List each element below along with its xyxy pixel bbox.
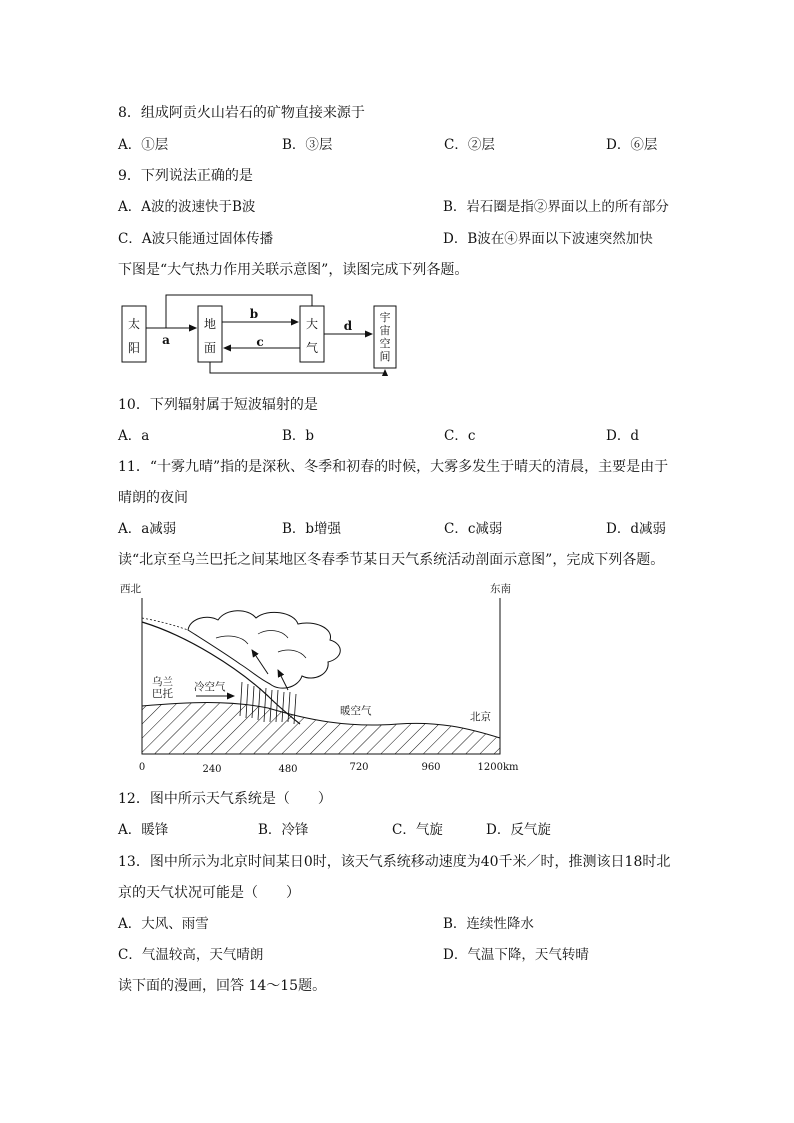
atmosphere-heating-diagram [118,292,398,376]
sun-label-2: 阳 [127,341,141,355]
arrow-label-a: a [162,333,170,347]
tick-label: 720 [349,762,369,773]
ground-label-1: 地 [203,317,217,331]
q9-option-a: A．A波的波速快于B波 [118,199,256,215]
q8-option-d: D．⑥层 [606,137,658,153]
intro-diagram1: 下图是“大气热力作用关联示意图”，读图完成下列各题。 [118,262,469,278]
sun-label-1: 太 [127,317,141,331]
space-label-3: 空 [379,337,391,350]
beijing-label: 北京 [470,711,491,723]
arrow-label-b: b [249,307,259,321]
weather-system-profile-diagram [118,578,528,774]
tick-label: 960 [421,762,441,773]
q8-option-c: C．②层 [444,137,495,153]
tick-label: 1200km [477,762,519,773]
q11-option-b: B．b增强 [282,521,342,537]
q10-stem: 10．下列辐射属于短波辐射的是 [118,397,318,413]
space-label-4: 间 [379,350,391,363]
intro-cartoon: 读下面的漫画，回答 14～15题。 [118,978,327,994]
atmosphere-label-2: 气 [305,341,319,355]
southeast-label: 东南 [490,583,511,595]
tick-label: 480 [278,764,298,774]
q12-option-b: B．冷锋 [258,822,309,838]
q11-option-d: D．d减弱 [606,521,666,537]
q11-stem-line2: 晴朗的夜间 [118,490,188,506]
atmosphere-label-1: 大 [305,317,319,331]
arrow-label-c: c [256,335,264,349]
q10-option-c: C．c [444,428,476,444]
tick-label: 0 [138,762,146,773]
q13-stem-line2: 京的天气状况可能是（ ） [118,885,300,901]
q9-option-c: C．A波只能通过固体传播 [118,231,274,247]
space-label-2: 宙 [379,324,391,337]
q12-option-d: D．反气旋 [486,822,551,838]
q8-option-b: B．③层 [282,137,333,153]
q11-option-a: A．a减弱 [118,521,177,537]
space-label-1: 宇 [379,311,391,324]
q8-stem: 8．组成阿贡火山岩石的矿物直接来源于 [118,105,365,121]
q13-option-a: A．大风、雨雪 [118,916,209,932]
q10-option-d: D．d [606,428,639,444]
q10-option-b: B．b [282,428,315,444]
q11-option-c: C．c减弱 [444,521,503,537]
q8-option-a: A．①层 [118,137,169,153]
q13-option-b: B．连续性降水 [443,916,534,932]
ground-label-2: 面 [203,341,217,355]
q13-option-d: D．气温下降，天气转晴 [443,947,589,963]
q10-option-a: A．a [118,428,150,444]
q11-stem-line1: 11．“十雾九晴”指的是深秋、冬季和初春的时候，大雾多发生于晴天的清晨，主要是由于 [118,459,669,475]
warm-air-label: 暖空气 [340,705,372,717]
ulaanbaatar-label-1: 乌兰 [152,676,173,688]
q13-stem-line1: 13．图中所示为北京时间某日0时，该天气系统移动速度为40千米／时，推测该日18时北 [118,854,671,870]
cold-air-label: 冷空气 [194,681,226,693]
q9-option-d: D．B波在④界面以下波速突然加快 [443,231,653,247]
q13-option-c: C．气温较高，天气晴朗 [118,947,264,963]
q12-stem: 12．图中所示天气系统是（ ） [118,791,332,807]
ulaanbaatar-label-2: 巴托 [152,688,173,700]
arrow-label-d: d [343,319,353,333]
tick-label: 240 [202,764,222,774]
q9-stem: 9．下列说法正确的是 [118,168,253,184]
intro-diagram2: 读“北京至乌兰巴托之间某地区冬春季节某日天气系统活动剖面示意图”，完成下列各题。 [118,552,665,568]
q12-option-a: A．暖锋 [118,822,169,838]
q9-option-b: B．岩石圈是指②界面以上的所有部分 [443,199,669,215]
northwest-label: 西北 [120,583,141,595]
q12-option-c: C．气旋 [392,822,443,838]
